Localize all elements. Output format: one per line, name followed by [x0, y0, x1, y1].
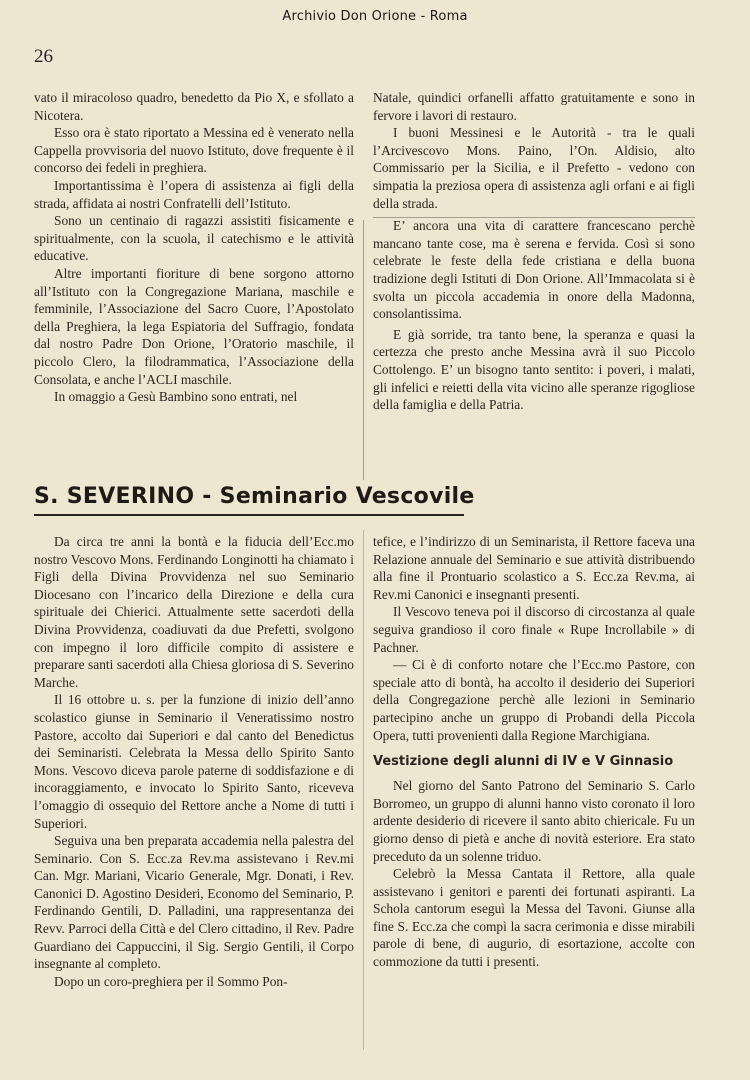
- paragraph: Dopo un coro-preghiera per il Sommo Pon-: [54, 973, 288, 989]
- paragraph: Sono un centinaio di ragazzi assistiti fisicamente e spiritualmente, con la scuola, il catechismo e le attività educative.: [34, 213, 354, 264]
- paragraph: Seguiva una ben preparata accademia nella palestra del Seminario. Con S. Ecc.za Rev.ma assistevano i Rev.mi Can. Mgr. Mariani, Vicario Generale, Mgr. Donati, i Rev. Canonici D. Agostino Desideri, Economo del Seminario, P. Ferdinando Gentili, D. Palladini, una rappresentanza dei Revv. Parroci della Città e del Clero cittadino, il Rev. Padre Guardiano dei Cappuccini, il Sig. Sergio Gentili, il Corpo insegnante al completo.: [34, 833, 354, 972]
- column-divider: [363, 530, 364, 1050]
- paragraph: tefice, e l’indirizzo di un Seminarista, il Rettore faceva una Relazione annuale del Seminario e sue attività distribuendo alla fine il Prontuario scolastico a S. Ecc.za Rev.ma, ai Rev.mi Canonici e insegnanti presenti.: [373, 534, 695, 602]
- paragraph: E’ ancora una vita di carattere francescano perchè mancano tante cose, ma è serena e fervida. Così si sono celebrate le feste della fede cristiana e della buona tradizione degli Istituti di Don Orione. All’Immacolata si è svolta un piccola accademia in onore della Madonna, consolantissima.: [373, 218, 695, 322]
- page-number: 26: [34, 46, 53, 67]
- bottom-right-column: [373, 533, 695, 971]
- top-right-column: [373, 89, 695, 414]
- paragraph: Esso ora è stato riportato a Messina ed è venerato nella Cappella provvisoria del nuovo Istituto, dove frequente è il concorso dei fedeli in preghiera.: [34, 125, 354, 176]
- paragraph: E già sorride, tra tanto bene, la speranza e quasi la certezza che presto anche Messina avrà il suo Piccolo Cottolengo. E’ un bisogno tanto sentito: i poveri, i malati, gli infelici e reietti della vita vicino alle speranze rigogliose della famiglia e della Patria.: [373, 326, 695, 413]
- paragraph: In omaggio a Gesù Bambino sono entrati, nel: [54, 389, 298, 405]
- paragraph: Natale, quindici orfanelli affatto gratuitamente e sono in fervore i lavori di restauro.: [373, 90, 695, 123]
- top-left-column: [34, 89, 354, 406]
- archive-header: Archivio Don Orione - Roma: [282, 9, 468, 24]
- section-title: S. SEVERINO - Seminario Vescovile: [34, 484, 475, 509]
- paragraph: — Ci è di conforto notare che l’Ecc.mo Pastore, con speciale atto di bontà, ha accolto il desiderio dei Superiori della Congregazione perchè alle lezioni in Seminario partecipino anche un gruppo di Probandi della Piccola Opera, tutti provenienti dalla Regione Marchigiana.: [373, 657, 695, 743]
- bottom-left-column: [34, 533, 354, 990]
- paragraph: Importantissima è l’opera di assistenza ai figli della strada, affidata ai nostri Confratelli dell’Istituto.: [34, 177, 354, 211]
- paragraph: Il 16 ottobre u. s. per la funzione di inizio dell’anno scolastico giunse in Seminario il Veneratissimo nostro Pastore, accolto dai Superiori e dal canto del Benedictus dei Seminaristi. Celebrata la Messa dello Spirito Santo Mons. Vescovo diceva parole paterne di soddisfazione e di incoraggiamento, e invocato lo Spirito Santo, riceveva l’omaggio di ossequio del Rettore anche a Nome di tutti i Superiori.: [34, 692, 354, 831]
- subheading: Vestizione degli alunni di IV e V Ginnasio: [373, 754, 674, 770]
- paragraph: Altre importanti fioriture di bene sorgono attorno all’Istituto con la Congregazione Mariana, maschile e femminile, l’Associazione del Sacro Cuore, l’Apostolato della Preghiera, la lega Espiatoria del Suffragio, fondata dal nostro Padre Don Orione, l’Oratorio maschile, il piccolo Clero, la filodrammatica, l’Associazione della Consolata, e anche l’ACLI maschile.: [34, 265, 354, 387]
- paragraph: vato il miracoloso quadro, benedetto da Pio X, e sfollato a Nicotera.: [34, 90, 354, 123]
- paragraph: Da circa tre anni la bontà e la fiducia dell’Ecc.mo nostro Vescovo Mons. Ferdinando Longinotti ha chiamato i Figli della Divina Provvidenza nel suo Seminario Diocesano con l’incarico della Direzione e della cura spirituale dei Chierici. Attualmente sette sacerdoti della Divina Provvidenza, coadiuvati da due Prefetti, svolgono con impegno il loro difficile compito di assistere e preparare santi sacerdoti alla Chiesa gloriosa di S. Severino Marche.: [34, 534, 354, 690]
- title-underline: [34, 514, 464, 516]
- paragraph: I buoni Messinesi e le Autorità - tra le quali l’Arcivescovo Mons. Paino, l’On. Aldisio, alto Commissario per la Sicilia, e il Prefetto - vedono con simpatia la preziosa opera di assistenza agli orfani e ai figli della strada.: [373, 125, 695, 211]
- paragraph: Il Vescovo teneva poi il discorso di circostanza al quale seguiva grandioso il coro finale « Rupe Incrollabile » di Pachner.: [373, 604, 695, 655]
- paragraph: Celebrò la Messa Cantata il Rettore, alla quale assistevano i genitori e parenti dei fortunati aspiranti. La Schola cantorum eseguì la Messa del Tavoni. Giunse alla fine S. Ecc.za che compì la sacra cerimonia e disse mirabili parole di bene, di augurio, di esortazione, accolte con commozione da tutti i presenti.: [373, 866, 695, 970]
- paragraph: Nel giorno del Santo Patrono del Seminario S. Carlo Borromeo, un gruppo di alunni hanno visto coronato il loro ardente desiderio di ricevere il santo abito chiericale. Fu un giorno denso di pietà e anche di novità esteriore. Era stato preceduto da un solenne triduo.: [373, 778, 695, 864]
- column-divider: [363, 220, 364, 480]
